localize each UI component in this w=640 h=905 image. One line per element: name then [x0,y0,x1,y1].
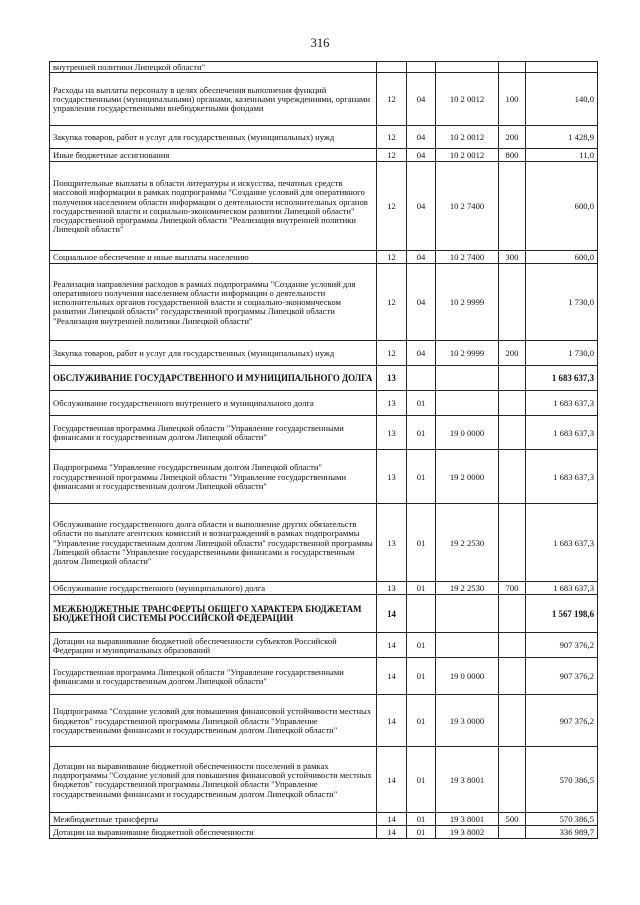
row-csr [436,633,499,658]
table-row [50,416,598,450]
row-name: Дотации на выравнивание бюджетной обеспеченности поселений в рамках подпрограммы "Создание условий для повышения финансовой устойчивости местных бюджетов" государственной программы Липецкой области "Управление государственными финансами и государственным долгом Липецкой области" [50,747,377,813]
section-row [50,595,598,633]
row-podrazdel: 01 [407,450,436,504]
row-podrazdel [407,595,436,633]
row-razdel: 13 [377,504,407,582]
row-vr [499,62,526,73]
row-vr [499,826,526,839]
table-row [50,126,598,149]
row-name: Государственная программа Липецкой области "Управление государственными финансами и государственным долгом Липецкой области" [50,416,377,450]
row-csr [436,62,499,73]
row-razdel: 14 [377,747,407,813]
row-podrazdel: 01 [407,504,436,582]
row-amount: 1 730,0 [526,264,598,341]
row-razdel: 13 [377,391,407,416]
row-podrazdel: 04 [407,251,436,264]
row-podrazdel: 01 [407,695,436,747]
row-vr [499,695,526,747]
row-razdel: 13 [377,416,407,450]
section-row [50,366,598,391]
table-row [50,826,598,839]
row-podrazdel [407,62,436,73]
row-vr: 500 [499,813,526,826]
row-vr [499,416,526,450]
table-row [50,658,598,695]
row-vr [499,747,526,813]
table-row [50,264,598,341]
row-vr [499,450,526,504]
row-podrazdel: 01 [407,747,436,813]
row-name: Межбюджетные трансферты [50,813,377,826]
row-csr: 10 2 7400 [436,162,499,251]
row-name: Обслуживание государственного (муниципального) долга [50,582,377,595]
row-amount: 1 730,0 [526,341,598,366]
page-number: 316 [310,36,330,50]
table-row [50,582,598,595]
row-name: Дотации на выравнивание бюджетной обеспеченности субъектов Российской Федерации и муниципальных образований [50,633,377,658]
row-podrazdel: 04 [407,341,436,366]
row-vr: 200 [499,341,526,366]
row-name: ОБСЛУЖИВАНИЕ ГОСУДАРСТВЕННОГО И МУНИЦИПАЛЬНОГО ДОЛГА [50,366,377,391]
row-razdel: 12 [377,162,407,251]
row-vr: 700 [499,582,526,595]
row-amount: 1 567 198,6 [526,595,598,633]
row-vr [499,504,526,582]
budget-table [49,61,598,839]
row-csr: 10 2 9999 [436,341,499,366]
row-podrazdel: 04 [407,162,436,251]
row-name: Государственная программа Липецкой области "Управление государственными финансами и государственным долгом Липецкой области" [50,658,377,695]
row-podrazdel: 01 [407,391,436,416]
row-csr: 10 2 0012 [436,149,499,162]
table-row [50,747,598,813]
row-podrazdel: 01 [407,416,436,450]
row-csr: 10 2 0012 [436,126,499,149]
row-razdel: 13 [377,366,407,391]
row-csr: 10 2 7400 [436,251,499,264]
row-vr [499,264,526,341]
row-razdel: 13 [377,582,407,595]
row-name: МЕЖБЮДЖЕТНЫЕ ТРАНСФЕРТЫ ОБЩЕГО ХАРАКТЕРА БЮДЖЕТАМ БЮДЖЕТНОЙ СИСТЕМЫ РОССИЙСКОЙ ФЕДЕРАЦИИ [50,595,377,633]
row-name: Расходы на выплаты персоналу в целях обеспечения выполнения функций государственными (муниципальными) органами, казенными учреждениями, органами управления государственными внебюджетными фондами [50,73,377,126]
row-csr: 19 2 0000 [436,450,499,504]
table-row [50,504,598,582]
budget-table-body [50,62,598,839]
row-csr: 19 0 0000 [436,658,499,695]
row-amount: 570 386,5 [526,813,598,826]
row-vr [499,633,526,658]
row-razdel: 12 [377,126,407,149]
row-amount: 1 683 637,3 [526,391,598,416]
row-csr: 19 0 0000 [436,416,499,450]
row-name: Закупка товаров, работ и услуг для государственных (муниципальных) нужд [50,126,377,149]
row-razdel: 12 [377,341,407,366]
row-podrazdel: 01 [407,633,436,658]
row-amount: 1 683 637,3 [526,582,598,595]
row-name: Поощрительные выплаты в области литературы и искусства, печатных средств массовой информации в рамках подпрограммы "Создание условий для оперативного получения населением области информации о деятельности исполнительных органов государственной власти и социально-экономическом развитии Липецкой области" государственной программы Липецкой области "Реализация внутренней политики Липецкой области" [50,162,377,251]
table-row [50,62,598,73]
row-razdel: 14 [377,695,407,747]
row-vr [499,162,526,251]
row-name: Социальное обеспечение и иные выплаты населению [50,251,377,264]
row-amount: 1 683 637,3 [526,504,598,582]
row-razdel: 12 [377,73,407,126]
table-row [50,391,598,416]
row-razdel: 12 [377,251,407,264]
row-name: Иные бюджетные ассигнования [50,149,377,162]
row-amount: 1 683 637,3 [526,450,598,504]
row-csr [436,595,499,633]
table-row [50,149,598,162]
row-razdel: 14 [377,826,407,839]
table-row [50,251,598,264]
row-razdel: 14 [377,813,407,826]
row-csr: 10 2 9999 [436,264,499,341]
row-name: Реализация направления расходов в рамках подпрограммы "Создание условий для оперативного получения населением области информации о деятельности исполнительных органов государственной власти и социально-экономическом развитии Липецкой области" государственной программы Липецкой области "Реализация внутренней политики Липецкой области" [50,264,377,341]
row-csr: 19 2 2530 [436,504,499,582]
row-name: Закупка товаров, работ и услуг для государственных (муниципальных) нужд [50,341,377,366]
row-razdel: 14 [377,658,407,695]
row-podrazdel: 04 [407,264,436,341]
row-csr [436,366,499,391]
row-vr [499,366,526,391]
row-amount: 336 989,7 [526,826,598,839]
row-csr: 19 3 8001 [436,747,499,813]
table-row [50,633,598,658]
row-razdel: 12 [377,264,407,341]
row-podrazdel [407,366,436,391]
row-amount: 1 428,9 [526,126,598,149]
row-csr: 19 2 2530 [436,582,499,595]
row-razdel: 14 [377,595,407,633]
row-amount: 570 386,5 [526,747,598,813]
row-amount: 907 376,2 [526,695,598,747]
row-name: Дотации на выравнивание бюджетной обеспеченности [50,826,377,839]
row-podrazdel: 01 [407,658,436,695]
row-amount: 140,0 [526,73,598,126]
row-podrazdel: 01 [407,582,436,595]
row-razdel [377,62,407,73]
row-amount: 1 683 637,3 [526,366,598,391]
row-vr [499,391,526,416]
table-row [50,695,598,747]
row-csr: 19 3 8002 [436,826,499,839]
table-row [50,450,598,504]
row-vr: 800 [499,149,526,162]
row-podrazdel: 01 [407,813,436,826]
row-name: Обслуживание государственного внутреннего и муниципального долга [50,391,377,416]
row-name: Обслуживание государственного долга области и выполнение других обязательств области по выплате агентских комиссий и вознаграждений в рамках подпрограммы "Управление государственным долгом Липецкой области" государственной программы Липецкой области "Управление государственными финансами и государственным долгом Липецкой области" [50,504,377,582]
row-vr [499,658,526,695]
table-row [50,813,598,826]
row-podrazdel: 04 [407,73,436,126]
row-amount [526,62,598,73]
row-amount: 600,0 [526,162,598,251]
row-csr: 19 3 8001 [436,813,499,826]
row-vr [499,595,526,633]
row-amount: 600,0 [526,251,598,264]
row-vr: 300 [499,251,526,264]
row-amount: 907 376,2 [526,658,598,695]
row-vr: 100 [499,73,526,126]
table-row [50,162,598,251]
row-name: Подпрограмма "Управление государственным долгом Липецкой области" государственной программы Липецкой области "Управление государственными финансами и государственным долгом Липецкой области" [50,450,377,504]
table-row [50,73,598,126]
row-razdel: 12 [377,149,407,162]
row-amount: 1 683 637,3 [526,416,598,450]
row-csr: 19 3 0000 [436,695,499,747]
row-podrazdel: 01 [407,826,436,839]
row-amount: 11,0 [526,149,598,162]
row-vr: 200 [499,126,526,149]
table-row [50,341,598,366]
row-name: внутренней политики Липецкой области" [50,62,377,73]
row-csr [436,391,499,416]
row-razdel: 13 [377,450,407,504]
row-razdel: 14 [377,633,407,658]
row-amount: 907 376,2 [526,633,598,658]
row-podrazdel: 04 [407,149,436,162]
row-csr: 10 2 0012 [436,73,499,126]
row-name: Подпрограмма "Создание условий для повышения финансовой устойчивости местных бюджетов" государственной программы Липецкой области "Управление государственными финансами и государственным долгом Липецкой области" [50,695,377,747]
row-podrazdel: 04 [407,126,436,149]
